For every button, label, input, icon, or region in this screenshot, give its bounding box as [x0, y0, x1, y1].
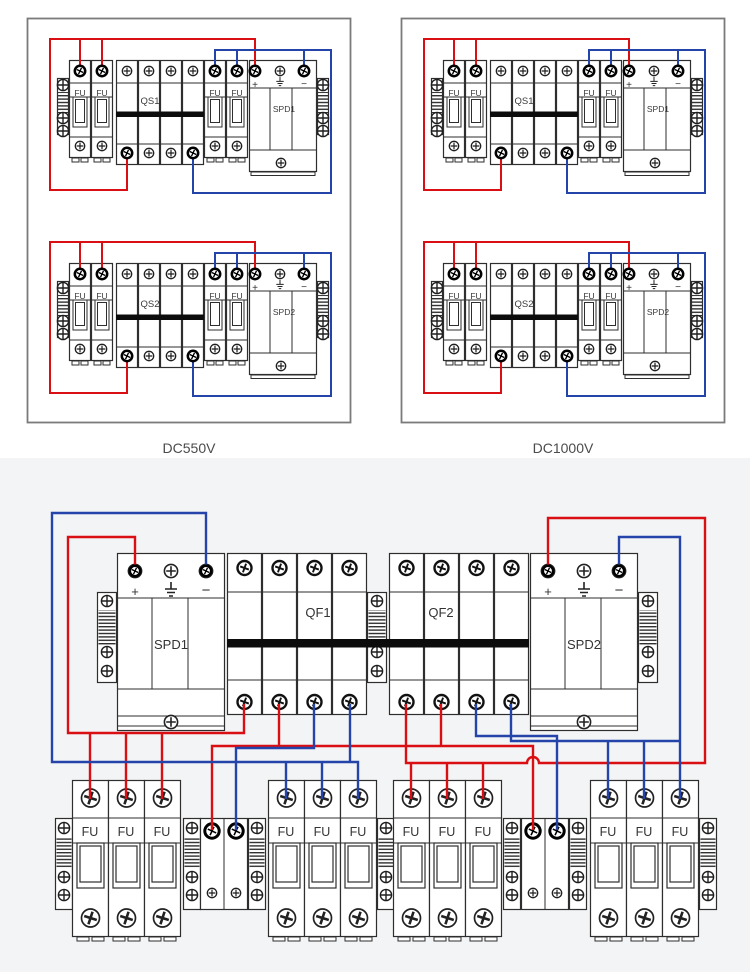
fuse-column [341, 781, 377, 942]
switch-label: QS1 [140, 96, 160, 107]
breaker-label: QF1 [305, 605, 331, 620]
spd-label: SPD2 [646, 307, 670, 317]
fuse-label: FU [209, 291, 221, 301]
qf-breaker-pole [333, 554, 367, 715]
fuse-label: FU [474, 825, 492, 839]
fuse-column [394, 781, 430, 942]
spd-label: SPD2 [272, 307, 296, 317]
plus-sign: + [626, 283, 632, 294]
fuse-column [430, 781, 466, 942]
fuse-label: FU [583, 291, 595, 301]
qf-breaker-pole [298, 554, 332, 715]
qf-breaker-pole [228, 554, 262, 715]
fuse-column [109, 781, 145, 942]
end-plate [184, 819, 201, 910]
qf-breaker-pole [425, 554, 459, 715]
minus-sign: − [675, 79, 681, 90]
minus-sign: − [301, 282, 307, 293]
fuse-label: FU [96, 88, 108, 98]
minus-sign: − [301, 79, 307, 90]
panel-caption: DC1000V [532, 440, 594, 456]
spd-label: SPD1 [272, 104, 296, 114]
fuse-label: FU [231, 291, 243, 301]
fuse-label: FU [605, 291, 617, 301]
fuse-label: FU [117, 825, 135, 839]
fuse-column [627, 781, 663, 942]
fuse-label: FU [231, 88, 243, 98]
switch-label: QS1 [514, 96, 534, 107]
switch-label: QS2 [140, 299, 160, 310]
plus-sign: + [626, 80, 632, 91]
terminal-block [201, 819, 248, 910]
fuse-column [305, 781, 341, 942]
fuse-label: FU [470, 88, 482, 98]
qf-breaker-pole [495, 554, 529, 715]
end-plate [504, 819, 521, 910]
minus-sign: − [675, 282, 681, 293]
plus-sign: + [252, 283, 258, 294]
fuse-label: FU [153, 825, 171, 839]
fuse-column [73, 781, 109, 942]
spd-label: SPD1 [646, 104, 670, 114]
fuse-label: FU [605, 88, 617, 98]
qf-breaker-pole [263, 554, 297, 715]
fuse-label: FU [74, 88, 86, 98]
minus-sign: − [614, 582, 624, 599]
terminal-block [522, 819, 569, 910]
fuse-label: FU [349, 825, 367, 839]
fuse-label: FU [402, 825, 420, 839]
plus-sign: + [252, 80, 258, 91]
plus-sign: + [544, 584, 552, 599]
fuse-column [663, 781, 699, 942]
fuse-column [591, 781, 627, 942]
fuse-label: FU [438, 825, 456, 839]
fuse-label: FU [277, 825, 295, 839]
minus-sign: − [201, 582, 211, 599]
fuse-label: FU [96, 291, 108, 301]
fuse-label: FU [671, 825, 689, 839]
fuse-label: FU [209, 88, 221, 98]
end-plate [639, 593, 658, 683]
end-plate [56, 819, 73, 910]
panel-caption: DC550V [162, 440, 216, 456]
screw-terminal [201, 566, 211, 576]
breaker-busbar [227, 639, 529, 648]
fuse-column [466, 781, 502, 942]
qf-breaker-pole [460, 554, 494, 715]
screw-terminal [614, 566, 624, 576]
fuse-label: FU [448, 88, 460, 98]
fuse-label: FU [635, 825, 653, 839]
fuse-column [269, 781, 305, 942]
panel-dc1000 [402, 19, 725, 457]
breaker-label: QF2 [428, 605, 454, 620]
end-plate [378, 819, 395, 910]
fuse-label: FU [313, 825, 331, 839]
qf-breaker-pole [390, 554, 424, 715]
end-plate [249, 819, 266, 910]
end-plate [368, 593, 387, 683]
screw-terminal [130, 566, 140, 576]
fuse-label: FU [81, 825, 99, 839]
fuse-label: FU [599, 825, 617, 839]
spd-label: SPD1 [154, 637, 188, 652]
plus-sign: + [131, 584, 139, 599]
switch-label: QS2 [514, 299, 534, 310]
screw-terminal [543, 566, 553, 576]
fuse-label: FU [74, 291, 86, 301]
panel-dc550 [28, 19, 351, 457]
fuse-label: FU [470, 291, 482, 301]
end-plate [570, 819, 587, 910]
end-plate [700, 819, 717, 910]
spd-label: SPD2 [567, 637, 601, 652]
fuse-label: FU [448, 291, 460, 301]
fuse-column [145, 781, 181, 942]
end-plate [98, 593, 117, 683]
fuse-label: FU [583, 88, 595, 98]
